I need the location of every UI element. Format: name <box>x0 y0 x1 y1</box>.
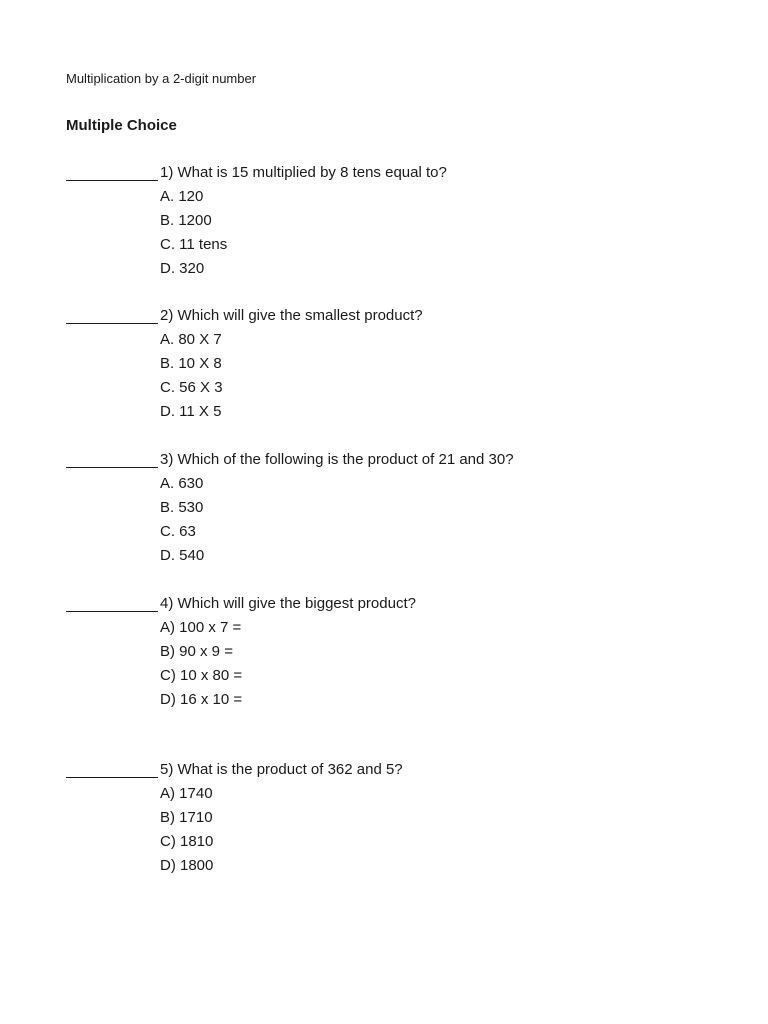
question-text: 5) What is the product of 362 and 5? <box>160 761 403 778</box>
option-b: B. 10 X 8 <box>160 355 222 372</box>
option-a: A) 100 x 7 = <box>160 619 242 636</box>
option-b: B) 90 x 9 = <box>160 643 233 660</box>
option-list <box>160 782 213 878</box>
option-b: B. 1200 <box>160 212 212 229</box>
option-d: D. 320 <box>160 260 205 277</box>
option-c: C. 11 tens <box>160 236 228 253</box>
section-heading: Multiple Choice <box>66 117 177 134</box>
worksheet-subtitle: Multiplication by a 2-digit number <box>66 71 257 86</box>
option-c: C) 10 x 80 = <box>160 667 243 684</box>
question-text: 4) Which will give the biggest product? <box>160 595 416 612</box>
option-b: B. 530 <box>160 499 204 516</box>
option-d: D. 11 X 5 <box>160 403 222 420</box>
answer-blank-4[interactable] <box>66 611 158 612</box>
option-a: A. 80 X 7 <box>160 331 222 348</box>
option-a: A. 120 <box>160 188 204 205</box>
answer-blank-3[interactable] <box>66 467 158 468</box>
option-d: D) 16 x 10 = <box>160 691 243 708</box>
question-text: 1) What is 15 multiplied by 8 tens equal to? <box>160 164 447 181</box>
option-list <box>160 185 227 281</box>
answer-blank-5[interactable] <box>66 777 158 778</box>
answer-blank-1[interactable] <box>66 180 158 181</box>
answer-blank-2[interactable] <box>66 323 158 324</box>
option-a: A. 630 <box>160 475 204 492</box>
option-list <box>160 616 242 712</box>
option-c: C. 63 <box>160 523 196 540</box>
option-list <box>160 328 223 424</box>
option-c: C. 56 X 3 <box>160 379 223 396</box>
option-c: C) 1810 <box>160 833 214 850</box>
option-b: B) 1710 <box>160 809 213 826</box>
option-a: A) 1740 <box>160 785 213 802</box>
option-d: D. 540 <box>160 547 205 564</box>
question-text: 2) Which will give the smallest product? <box>160 307 423 324</box>
option-d: D) 1800 <box>160 857 214 874</box>
option-list <box>160 472 204 568</box>
question-text: 3) Which of the following is the product of 21 and 30? <box>160 451 514 468</box>
